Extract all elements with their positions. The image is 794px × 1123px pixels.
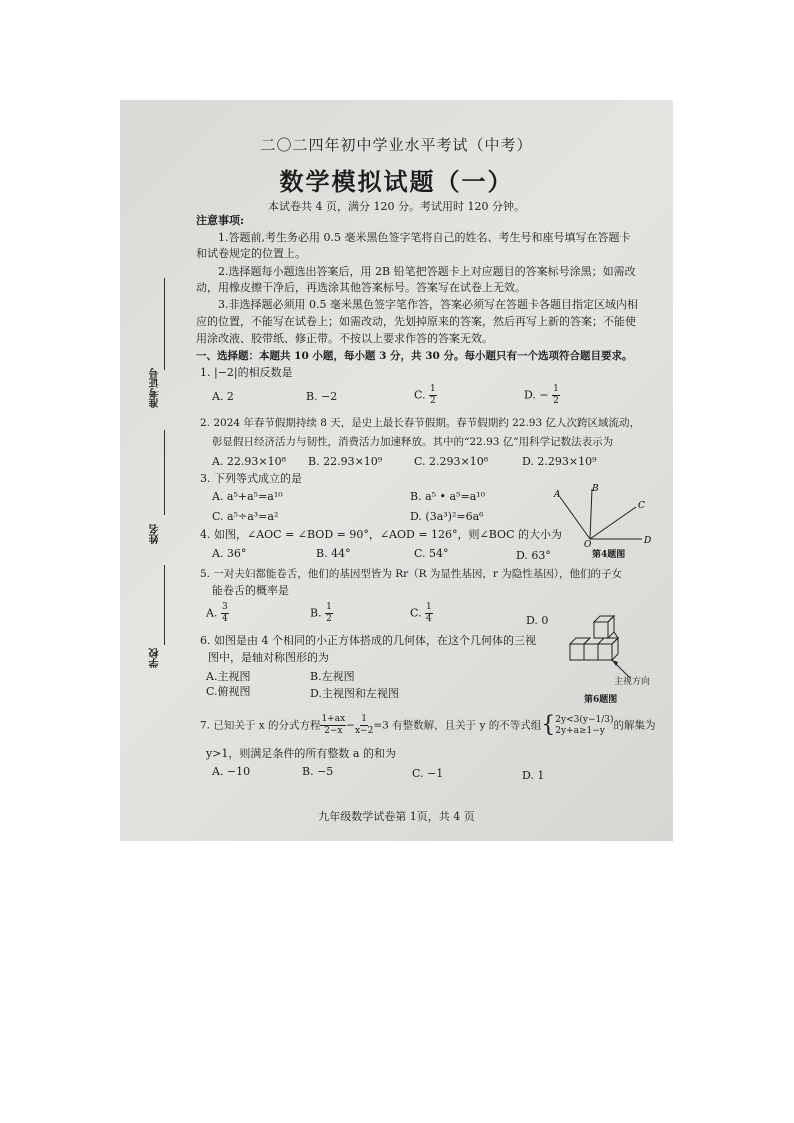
q4-label-a: A bbox=[554, 490, 561, 500]
q1-d-den: 2 bbox=[553, 396, 559, 406]
q7-pre: 7. 已知关于 x 的分式方程 bbox=[200, 719, 321, 732]
note-3c: 用涂改液、胶带纸、修正带。不按以上要求作答的答案无效。 bbox=[196, 332, 493, 345]
side-label-name: 姓名 bbox=[150, 524, 161, 544]
q7-f1-den: 2−x bbox=[324, 726, 343, 736]
q7-f1-num: 1+ax bbox=[321, 714, 346, 724]
q7-ineq-1: 2y<3(y−1/3) bbox=[555, 714, 614, 725]
page-title: 数学模拟试题（一） bbox=[279, 167, 514, 196]
q5-a-den: 4 bbox=[221, 614, 228, 624]
q7-system bbox=[555, 715, 613, 737]
q7-option-c: C. −1 bbox=[412, 767, 444, 780]
q2-option-c: C. 2.293×10⁸ bbox=[414, 455, 489, 468]
q7-option-a: A. −10 bbox=[212, 765, 251, 778]
q5-b-label: B. bbox=[310, 606, 322, 620]
q2-line-2: 彰显假日经济活力与韧性，消费活力加速释放。其中的“22.93 亿”用科学记数法表示为 bbox=[212, 436, 614, 448]
exam-photo bbox=[120, 100, 673, 841]
q3-stem: 3. 下列等式成立的是 bbox=[200, 472, 302, 485]
note-1a: 1.答题前,考生务必用 0.5 毫米黑色签字笔将自己的姓名、考生号和座号填写在答题卡 bbox=[218, 231, 631, 244]
q7-fraction-2 bbox=[355, 714, 373, 737]
q3-option-b: B. a⁵ • a⁵=a¹⁰ bbox=[410, 490, 486, 503]
q7-mid: =3 有整数解，且关于 y 的不等式组 bbox=[373, 719, 542, 732]
q7-line-1 bbox=[200, 714, 655, 737]
q1-option-c bbox=[414, 384, 437, 407]
note-3b: 应的位置，不能写在试卷上；如需改动，先划掉原来的答案，然后再写上新的答案；不能使 bbox=[196, 315, 636, 328]
q7-line-2: y>1，则满足条件的所有整数 a 的和为 bbox=[206, 747, 396, 760]
q2-option-b: B. 22.93×10⁹ bbox=[308, 455, 383, 468]
q5-line-1: 5. 一对夫妇都能卷舌，他们的基因型皆为 Rr（R 为显性基因，r 为隐性基因），他们的子女 bbox=[200, 568, 622, 580]
q5-a-fraction bbox=[221, 602, 229, 625]
q6-option-c: C.俯视图 bbox=[206, 685, 251, 698]
q5-c-fraction bbox=[425, 602, 433, 625]
q1-option-d bbox=[524, 384, 560, 407]
q1-option-b: B. −2 bbox=[306, 390, 338, 403]
q4-figure bbox=[552, 483, 654, 555]
q6-direction-label: 主视方向 bbox=[614, 677, 651, 687]
q1-c-fraction bbox=[429, 384, 437, 407]
q4-option-a: A. 36° bbox=[212, 547, 247, 560]
q2-line-1: 2. 2024 年春节假期持续 8 天，是史上最长春节假期。春节假期约 22.93 亿人次跨区域流动， bbox=[200, 417, 641, 429]
exam-info: 本试卷共 4 页，满分 120 分。考试用时 120 分钟。 bbox=[268, 200, 525, 213]
q6-line-1: 6. 如图是由 4 个相同的小正方体搭成的几何体，在这个几何体的三视 bbox=[200, 634, 536, 647]
q3-option-d: D. (3a³)²=6a⁶ bbox=[410, 510, 484, 523]
q5-b-num: 1 bbox=[326, 602, 332, 612]
q1-c-num: 1 bbox=[430, 384, 436, 394]
exam-name: 二〇二四年初中学业水平考试（中考） bbox=[260, 136, 533, 154]
q2-option-a: A. 22.93×10⁸ bbox=[212, 455, 287, 468]
notes-heading: 注意事项: bbox=[196, 214, 245, 227]
q1-d-fraction bbox=[552, 384, 560, 407]
section-heading: 一、选择题：本题共 10 小题，每小题 3 分，共 30 分。每小题只有一个选项符合题目要求。 bbox=[196, 350, 633, 362]
q5-a-label: A. bbox=[206, 606, 218, 620]
side-label-school: 学校 bbox=[150, 648, 161, 668]
q4-label-b: B bbox=[592, 484, 599, 494]
q5-c-label: C. bbox=[410, 606, 422, 620]
note-1b: 和试卷规定的位置上。 bbox=[196, 247, 306, 260]
q7-f2-num: 1 bbox=[361, 714, 368, 724]
note-3a: 3.非选择题必须用 0.5 毫米黑色签字笔作答，答案必须写在答题卡各题目指定区域内相 bbox=[218, 298, 638, 311]
q7-post: 的解集为 bbox=[613, 719, 656, 732]
q4-stem: 4. 如图，∠AOC = ∠BOD = 90°，∠AOD = 126°，则∠BOC 的大小为 bbox=[200, 528, 562, 541]
q7-minus: − bbox=[346, 719, 355, 732]
q4-caption: 第4题图 bbox=[592, 550, 626, 560]
q1-c-den: 2 bbox=[430, 396, 436, 406]
q4-label-c: C bbox=[638, 501, 645, 511]
q5-b-den: 2 bbox=[326, 614, 332, 624]
q7-brace: { bbox=[541, 712, 556, 738]
q5-c-num: 1 bbox=[426, 602, 432, 612]
q7-f2-den: x−2 bbox=[354, 726, 374, 736]
q4-label-o: O bbox=[584, 540, 592, 550]
side-line-school bbox=[164, 565, 165, 645]
q6-caption: 第6题图 bbox=[584, 695, 618, 705]
side-line-id bbox=[164, 278, 165, 370]
note-2b: 动，用橡皮擦干净后，再选涂其他答案标号。答案写在试卷上无效。 bbox=[196, 281, 526, 294]
q3-option-a: A. a⁵+a⁵=a¹⁰ bbox=[212, 490, 283, 503]
q7-option-d: D. 1 bbox=[522, 769, 545, 782]
q7-option-b: B. −5 bbox=[302, 765, 334, 778]
q1-option-a: A. 2 bbox=[212, 390, 234, 403]
side-label-id: 准考证号 bbox=[150, 368, 161, 408]
q5-option-d: D. 0 bbox=[526, 614, 549, 627]
q4-option-b: B. 44° bbox=[316, 547, 351, 560]
q5-c-den: 4 bbox=[426, 614, 432, 624]
q1-d-num: 1 bbox=[553, 384, 559, 394]
side-line-name bbox=[164, 445, 165, 515]
q7-ineq-2: 2y+a≥1−y bbox=[555, 725, 605, 736]
q4-option-c: C. 54° bbox=[414, 547, 449, 560]
q6-option-d: D.主视图和左视图 bbox=[310, 687, 399, 700]
q1-c-label: C. bbox=[414, 388, 426, 402]
note-2a: 2.选择题每小题选出答案后，用 2B 铅笔把答题卡上对应题目的答案标号涂黑；如需改 bbox=[218, 265, 636, 278]
q2-option-d: D. 2.293×10⁹ bbox=[522, 455, 597, 468]
q5-b-fraction bbox=[325, 602, 333, 625]
q5-line-2: 能卷舌的概率是 bbox=[212, 584, 289, 597]
q5-option-a bbox=[206, 602, 229, 625]
q1-d-label: D. − bbox=[524, 388, 549, 402]
q7-fraction-1 bbox=[320, 714, 346, 737]
q5-option-c bbox=[410, 602, 433, 625]
q6-line-2: 图中，是轴对称图形的为 bbox=[208, 651, 329, 664]
q3-option-c: C. a⁵÷a³=a² bbox=[212, 510, 279, 523]
q5-option-b bbox=[310, 602, 333, 625]
q5-a-num: 3 bbox=[221, 602, 228, 612]
q1-stem: 1. |−2|的相反数是 bbox=[200, 366, 293, 379]
q4-option-d: D. 63° bbox=[516, 549, 551, 562]
q6-option-b: B.左视图 bbox=[310, 670, 355, 683]
page-footer: 九年级数学试卷第 1页，共 4 页 bbox=[318, 810, 475, 823]
q6-option-a: A.主视图 bbox=[206, 670, 251, 683]
q4-label-d: D bbox=[644, 536, 652, 546]
